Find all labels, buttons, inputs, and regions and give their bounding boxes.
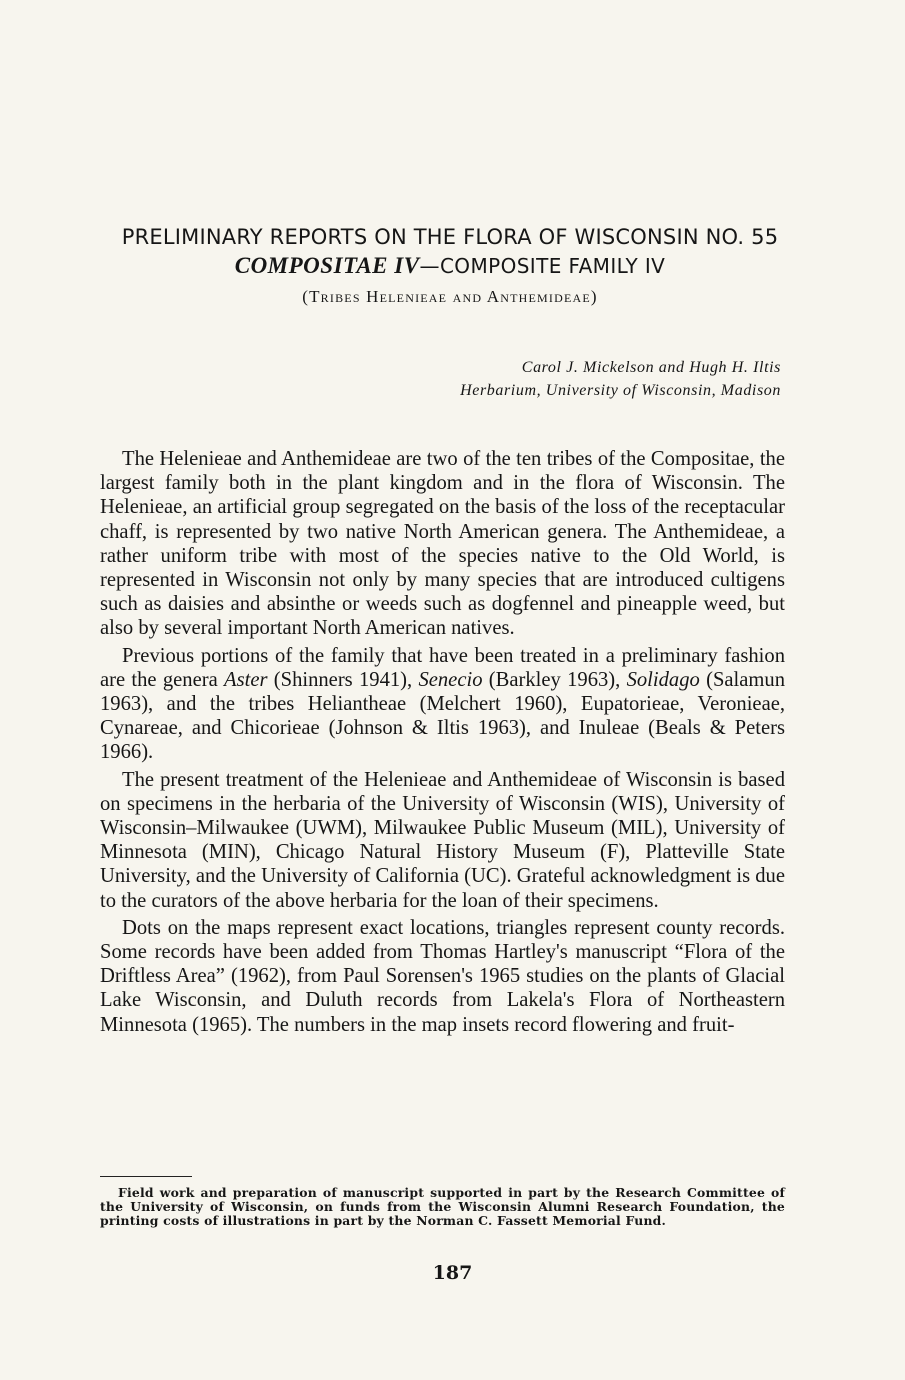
genus-aster: Aster bbox=[224, 668, 268, 691]
author-names: Carol J. Mickelson and Hugh H. Iltis bbox=[521, 359, 781, 376]
paragraph-2-text-1: Previous portions of the family that have been treated in a preliminary fashion are the genera bbox=[100, 644, 785, 691]
author-block bbox=[460, 356, 781, 402]
family-name-italic: COMPOSITAE IV bbox=[234, 253, 420, 278]
family-name-common: —COMPOSITE FAMILY IV bbox=[419, 254, 666, 278]
title-block bbox=[60, 222, 840, 307]
author-affiliation: Herbarium, University of Wisconsin, Madison bbox=[460, 382, 781, 399]
footnote-divider bbox=[100, 1176, 192, 1177]
tribes-subtitle: (Tribes Helenieae and Anthemideae) bbox=[302, 287, 598, 306]
paragraph-3: The present treatment of the Helenieae and Anthemideae of Wisconsin is based on specimens in the herbaria of the University of Wisconsin (WIS), University of Wisconsin–Milwaukee (UWM), Milwaukee Public Museum (MIL), University of Minnesota (MIN), Chicago Natural History Museum (F), Platteville State University, and the University of California (UC). Grateful acknowledgment is due to the curators of the above herbaria for the loan of their specimens. bbox=[100, 768, 785, 912]
body-text bbox=[100, 447, 785, 1040]
page-number: 187 bbox=[432, 1262, 473, 1284]
paragraph-1: The Helenieae and Anthemideae are two of the ten tribes of the Compositae, the largest family both in the plant kingdom and in the flora of Wisconsin. The Helenieae, an artificial group segregated on the basis of the loss of the receptacular chaff, is represented by two native North American genera. The Anthemideae, a rather uniform tribe with most of the species native to the Old World, is represented in Wisconsin not only by many species that are introduced cultigens such as daisies and absinthe or weeds such as dogfennel and pineapple weed, but also by several important North American natives. bbox=[100, 448, 785, 640]
paragraph-4: Dots on the maps represent exact locations, triangles represent county records. Some records have been added from Thomas Hartley's manuscript “Flora of the Driftless Area” (1962), from Paul Sorensen's 1965 studies on the plants of Glacial Lake Wisconsin, and Duluth records from Lakela's Flora of Northeastern Minnesota (1965). The numbers in the map insets record flowering and fruit- bbox=[100, 916, 785, 1036]
paragraph-2-text-3: (Barkley 1963), bbox=[482, 668, 627, 691]
paragraph-2-text-2: (Shinners 1941), bbox=[267, 668, 419, 691]
footnote: Field work and preparation of manuscript supported in part by the Research Committee of the University of Wisconsin, on funds from the Wisconsin Alumni Research Foundation, the printing costs of illustrations in part by the Norman C. Fassett Memorial Fund. bbox=[100, 1185, 785, 1229]
paragraph-2-text-4: (Salamun 1963), and the tribes Heliantheae (Melchert 1960), Eupatorieae, Veronieae, Cynareae, and Chicorieae (Johnson & Iltis 1963), and Inuleae (Beals & Peters 1966). bbox=[100, 668, 786, 764]
report-subtitle-family bbox=[60, 252, 840, 280]
paragraph-2 bbox=[100, 644, 785, 765]
genus-solidago: Solidago bbox=[626, 668, 700, 691]
genus-senecio: Senecio bbox=[418, 668, 483, 691]
report-title: PRELIMINARY REPORTS ON THE FLORA OF WISCONSIN NO. 55 bbox=[121, 225, 779, 249]
